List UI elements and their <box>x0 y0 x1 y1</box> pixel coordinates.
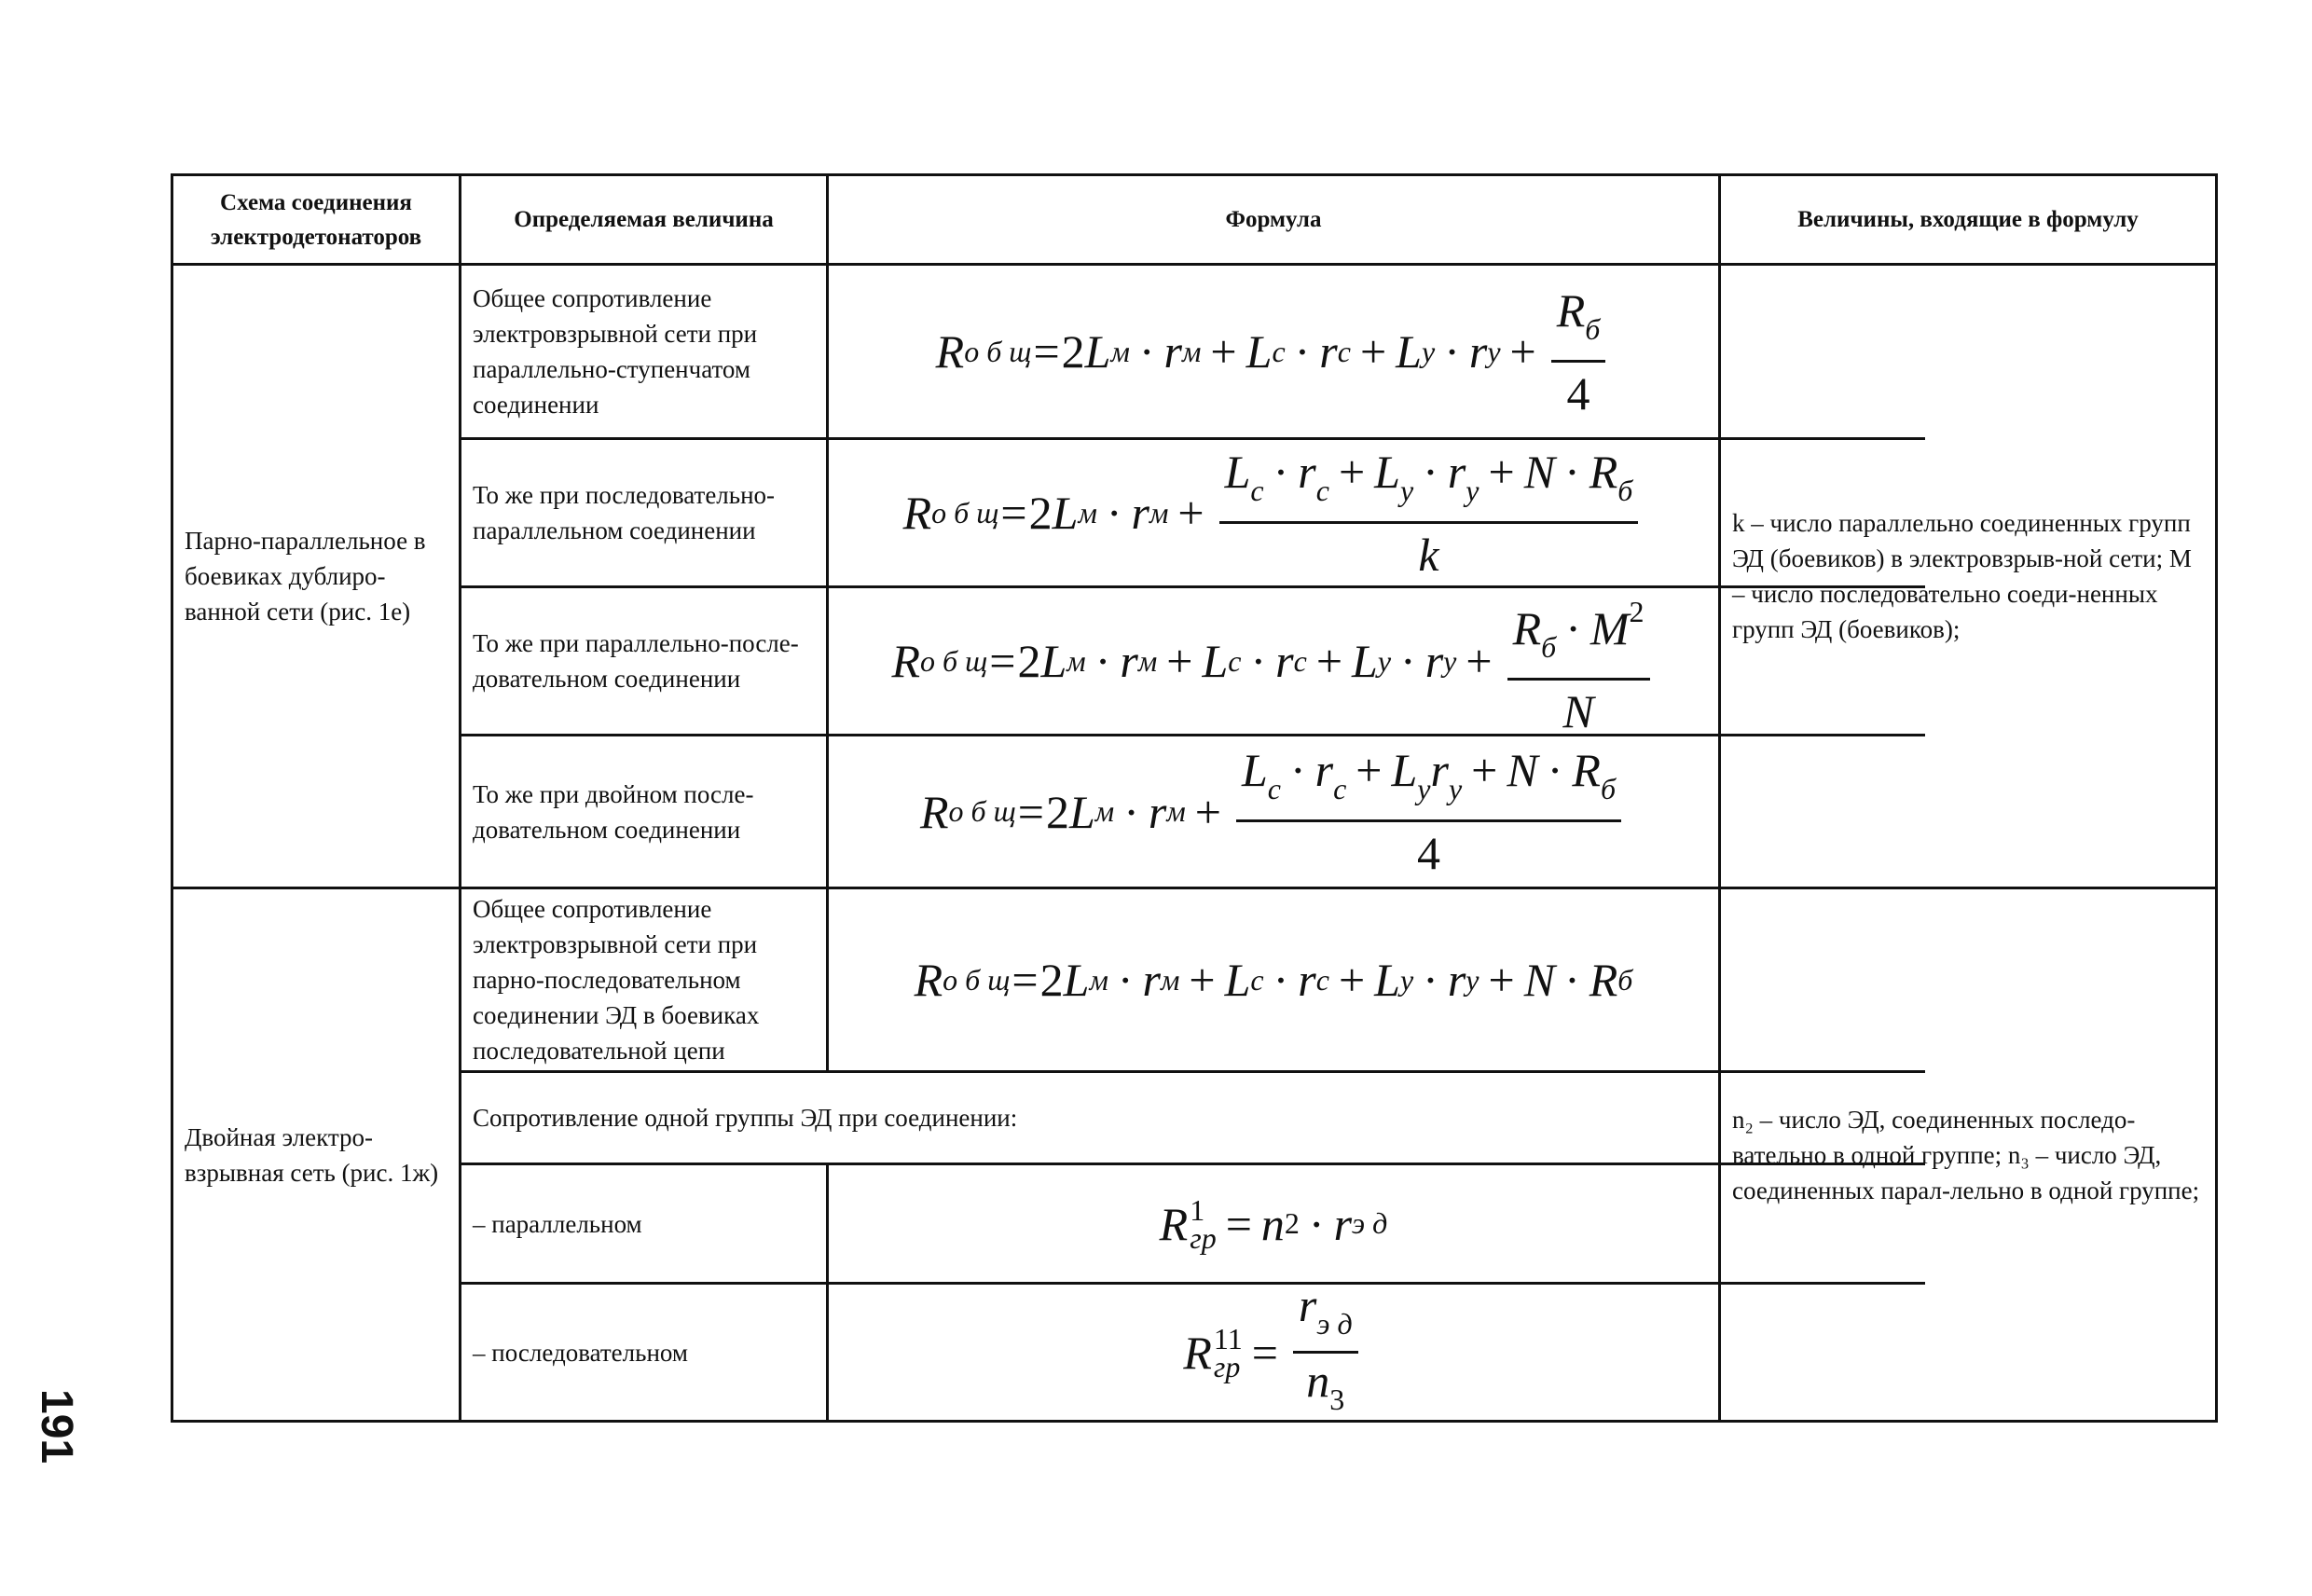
quantity-cell: Общее сопротивление электровзрывной сети при парно-последовательном соединении ЭД в боевиках последовательной цепи <box>473 895 760 1065</box>
formula-3: R о б щ = 2 L м · r м + L с · r с + L у · r у + $\frac{R_б \cdot M^2}{N}$ <box>829 588 1718 734</box>
scheme-cell-1: Парно-параллельное в боевиках дублиро-ванной сети (рис. 1е) <box>185 527 426 626</box>
variables-cell-2: n₂ – число ЭД, соединенных последо-вательно в одной группе; n₃ – число ЭД, соединенных парал-лельно в одной группе; <box>1732 1105 2200 1204</box>
quantity-cell: Общее сопротивление электровзрывной сети при параллельно-ступенчатом соединении <box>473 284 758 419</box>
header-quantity: Определяемая величина <box>514 207 774 232</box>
variables-cell-1: k – число параллельно соединенных групп ЭД (боевиков) в электровзрыв-ной сети; М – число последовательно соеди-ненных групп ЭД (боевиков); <box>1732 509 2192 643</box>
header-scheme: Схема соединения электродетонаторов <box>210 189 422 250</box>
formula-1: R о б щ = 2 L м · r м + L с · r с + L у · r у + $\frac{R_б}{4}$ <box>829 266 1718 437</box>
quantity-cell: – параллельном <box>473 1209 642 1238</box>
quantity-cell: – последовательном <box>473 1338 688 1367</box>
formula-4: R о б щ = 2 L м · r м + $\frac{L_с \cdot r_с + L_уr_у + N \cdot R_б}{4}$ <box>829 736 1718 887</box>
quantity-cell: То же при параллельно-после-довательном соединении <box>473 629 799 693</box>
formula-6: R 1 гр = n 2 · r э д <box>1159 1192 1388 1255</box>
quantity-cell: То же при последовательно-параллельном соединении <box>473 481 776 544</box>
scheme-cell-2: Двойная электро-взрывная сеть (рис. 1ж) <box>185 1122 439 1187</box>
formula-2: R о б щ = 2 L м · r м + $\frac{L_с \cdot r_с + L_у \cdot r_у + N \cdot R_б}{k}$ <box>829 440 1718 585</box>
formula-5: R о б щ = 2 L м · r м + L с · r с + L у · r у + N · R б <box>914 954 1633 1006</box>
header-variables: Величины, входящие в формулу <box>1797 207 2139 232</box>
header-formula: Формула <box>1225 207 1322 232</box>
formula-7: R 11 гр = $\frac{r_{э д}}{n_3}$ <box>829 1285 1718 1420</box>
page-number: 191 <box>32 1389 81 1465</box>
quantity-cell: То же при двойном после-довательном соединении <box>473 779 754 844</box>
formula-table <box>171 173 2218 1423</box>
group-resistance-label: Сопротивление одной группы ЭД при соединении: <box>473 1104 1018 1132</box>
